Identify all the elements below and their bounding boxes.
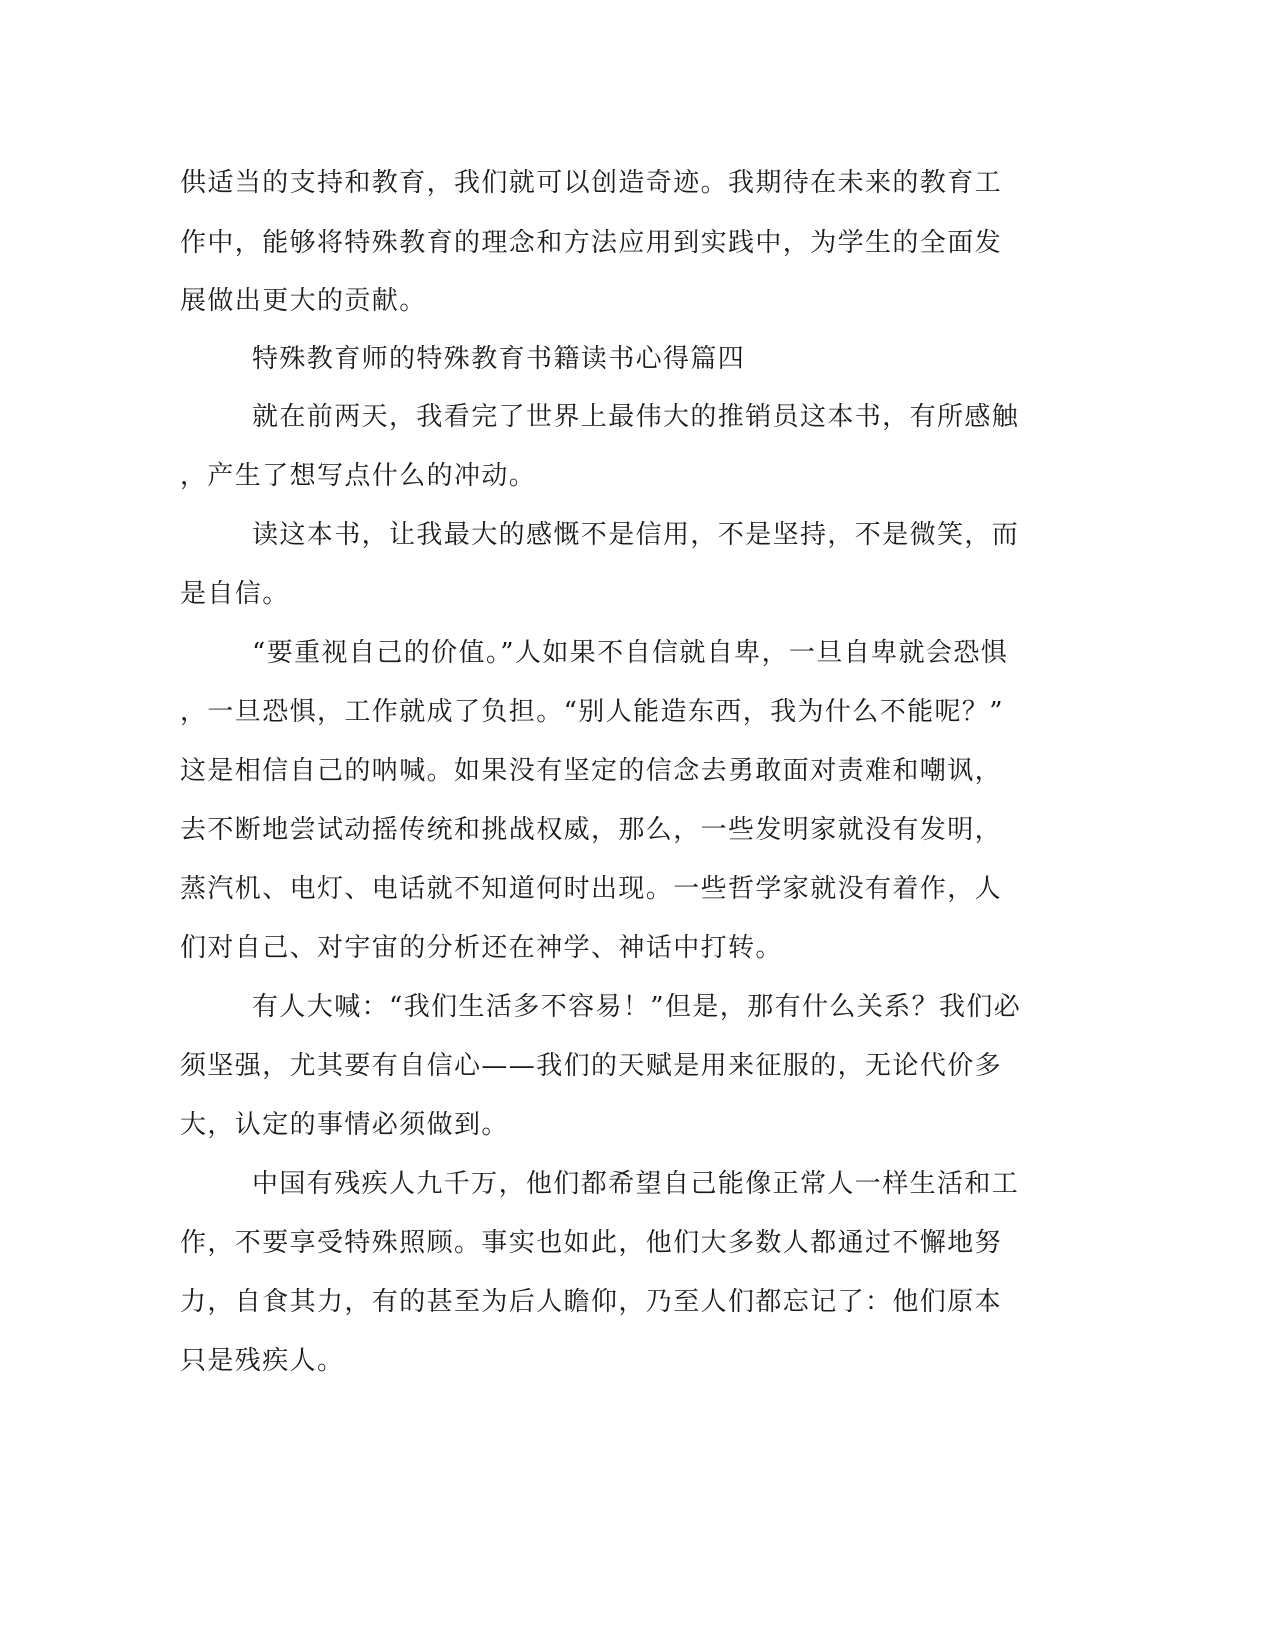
text-line: 力，自食其力，有的甚至为后人瞻仰，乃至人们都忘记了：他们原本 [180, 1287, 1003, 1317]
text-line: 只是残疾人。 [180, 1346, 345, 1376]
text-line: 去不断地尝试动摇传统和挑战权威，那么，一些发明家就没有发明， [180, 815, 1003, 845]
text-line: 作，不要享受特殊照顾。事实也如此，他们大多数人都通过不懈地努 [180, 1228, 1003, 1258]
text-line: 有人大喊：“我们生活多不容易！”但是，那有什么关系？我们必 [252, 992, 1022, 1022]
text-line: 就在前两天，我看完了世界上最伟大的推销员这本书，有所感触 [252, 402, 1020, 432]
text-line: ，一旦恐惧，工作就成了负担。“别人能造东西，我为什么不能呢？” [180, 697, 1004, 727]
text-line: 是自信。 [180, 579, 290, 609]
text-line: 读这本书，让我最大的感慨不是信用，不是坚持，不是微笑，而 [252, 520, 1020, 550]
text-line: 大，认定的事情必须做到。 [180, 1110, 509, 1140]
text-line: 供适当的支持和教育，我们就可以创造奇迹。我期待在未来的教育工 [180, 168, 1003, 198]
text-line: 作中，能够将特殊教育的理念和方法应用到实践中，为学生的全面发 [180, 228, 1003, 258]
section-heading: 特殊教育师的特殊教育书籍读书心得篇四 [252, 344, 746, 374]
text-line: “要重视自己的价值。”人如果不自信就自卑，一旦自卑就会恐惧 [252, 638, 1009, 668]
text-line: 蒸汽机、电灯、电话就不知道何时出现。一些哲学家就没有着作，人 [180, 874, 1003, 904]
text-line: 须坚强，尤其要有自信心——我们的天赋是用来征服的，无论代价多 [180, 1051, 1003, 1081]
text-line: 展做出更大的贡献。 [180, 286, 427, 316]
text-line: 们对自己、对宇宙的分析还在神学、神话中打转。 [180, 933, 783, 963]
text-line: 中国有残疾人九千万，他们都希望自己能像正常人一样生活和工 [252, 1169, 1020, 1199]
text-line: 这是相信自己的呐喊。如果没有坚定的信念去勇敢面对责难和嘲讽， [180, 756, 1003, 786]
text-line: ，产生了想写点什么的冲动。 [180, 461, 537, 491]
